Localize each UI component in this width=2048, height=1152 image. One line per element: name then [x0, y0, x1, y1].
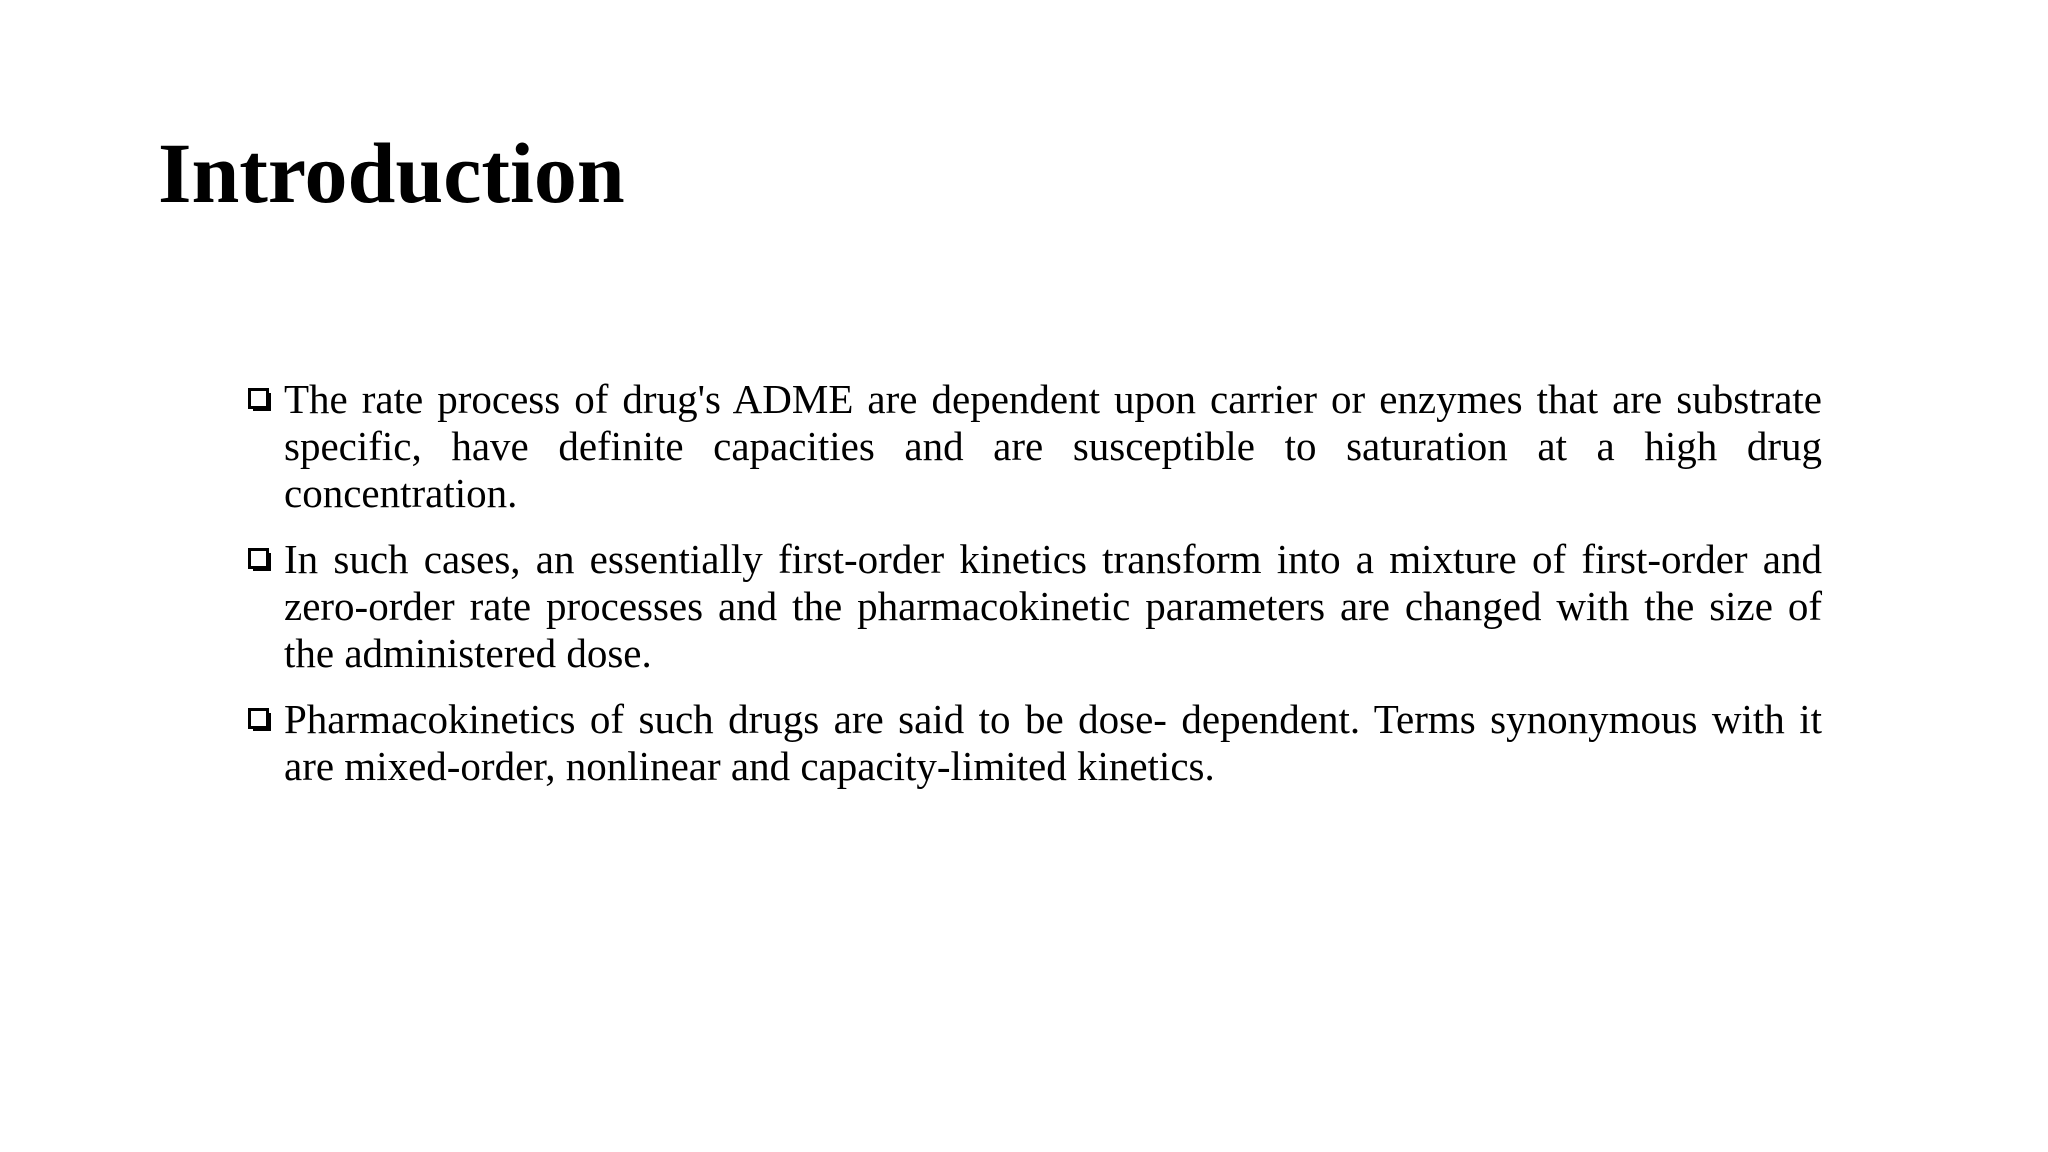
bullet-text: Pharmacokinetics of such drugs are said to be dose- dependent. Terms synonymous with it are mixed-order, nonlinear and capacity-limited kinetics. [284, 696, 1822, 789]
bullet-item [246, 376, 1822, 517]
bullet-list [246, 376, 1822, 809]
hollow-square-bullet-icon [248, 548, 272, 572]
hollow-square-bullet-icon [248, 388, 272, 412]
slide-title: Introduction [158, 125, 625, 221]
bullet-item [246, 696, 1822, 790]
hollow-square-bullet-icon [248, 708, 272, 732]
bullet-item [246, 536, 1822, 677]
bullet-text: The rate process of drug's ADME are dependent upon carrier or enzymes that are substrate specific, have definite capacities and are susceptible to saturation at a high drug concentration. [284, 376, 1822, 516]
bullet-text: In such cases, an essentially first-order kinetics transform into a mixture of first-order and zero-order rate processes and the pharmacokinetic parameters are changed with the size of the administered dose. [284, 536, 1822, 676]
